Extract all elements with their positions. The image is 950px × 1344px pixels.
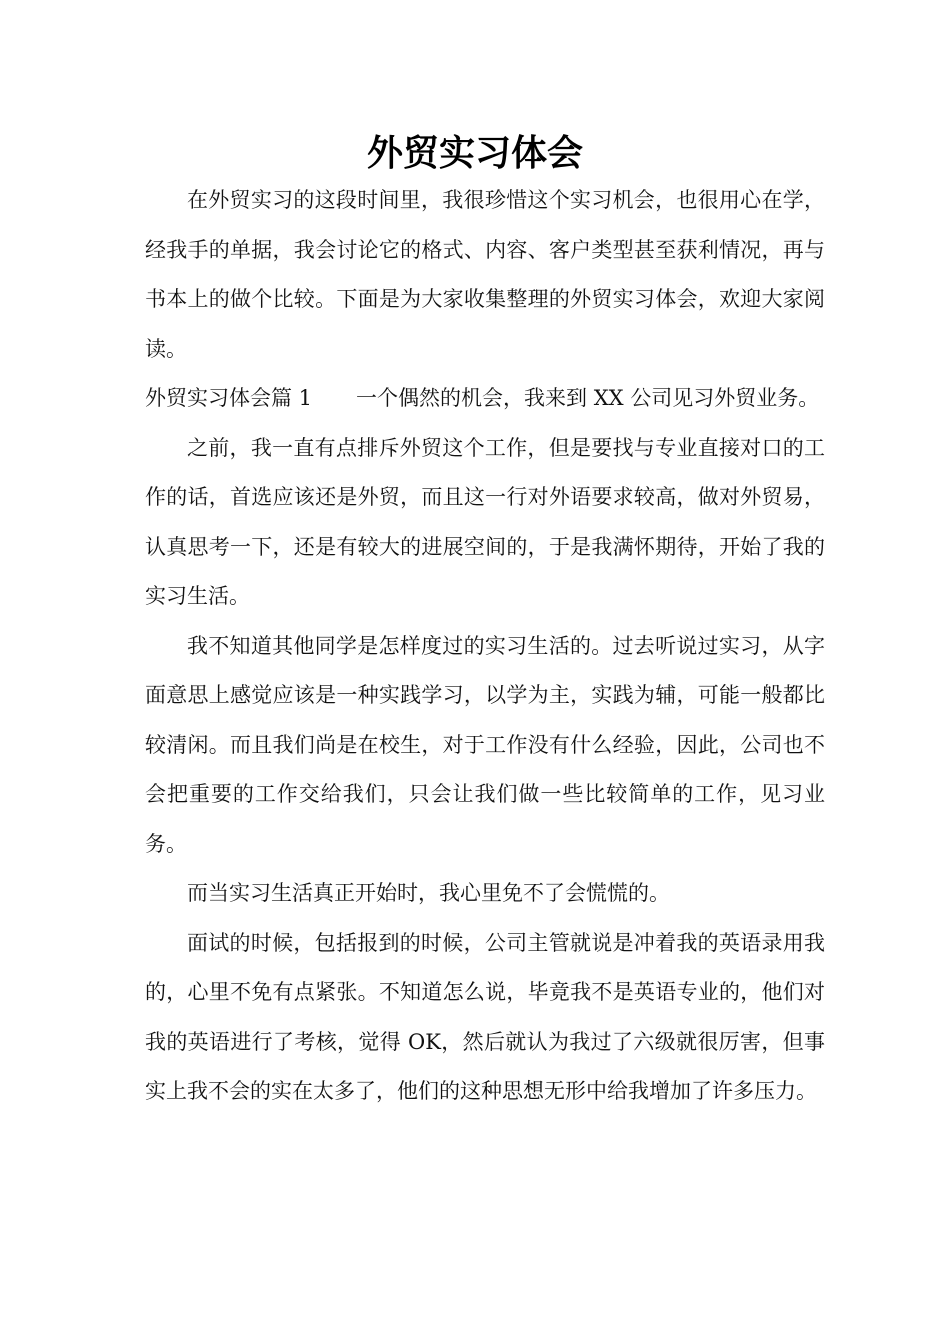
document-body xyxy=(145,176,825,1117)
section-first-line: 一个偶然的机会，我来到 XX 公司见习外贸业务。 xyxy=(356,386,820,410)
body-paragraph: 面试的时候，包括报到的时候，公司主管就说是冲着我的英语录用我的，心里不免有点紧张。不知道怎么说，毕竟我不是英语专业的，他们对我的英语进行了考核，觉得 OK，然后就认为我过了六级就很厉害，但事实上我不会的实在太多了，他们的这种思想无形中给我增加了许多压力。 xyxy=(145,930,825,1103)
document-title: 外贸实习体会 xyxy=(366,132,583,174)
body-paragraph: 我不知道其他同学是怎样度过的实习生活的。过去听说过实习，从字面意思上感觉应该是一种实践学习，以学为主，实践为辅，可能一般都比较清闲。而且我们尚是在校生，对于工作没有什么经验，因此，公司也不会把重要的工作交给我们，只会让我们做一些比较简单的工作，见习业务。 xyxy=(145,633,825,856)
section-label: 外贸实习体会篇 1 xyxy=(145,386,313,410)
body-paragraph: 而当实习生活真正开始时，我心里免不了会慌慌的。 xyxy=(187,881,670,905)
section-heading-paragraph xyxy=(145,374,825,424)
body-paragraph: 之前，我一直有点排斥外贸这个工作，但是要找与专业直接对口的工作的话，首选应该还是外贸，而且这一行对外语要求较高，做对外贸易，认真思考一下，还是有较大的进展空间的，于是我满怀期待，开始了我的实习生活。 xyxy=(145,435,825,608)
intro-paragraph: 在外贸实习的这段时间里，我很珍惜这个实习机会，也很用心在学，经我手的单据，我会讨论它的格式、内容、客户类型甚至获利情况，再与书本上的做个比较。下面是为大家收集整理的外贸实习体会，欢迎大家阅读。 xyxy=(145,188,825,361)
